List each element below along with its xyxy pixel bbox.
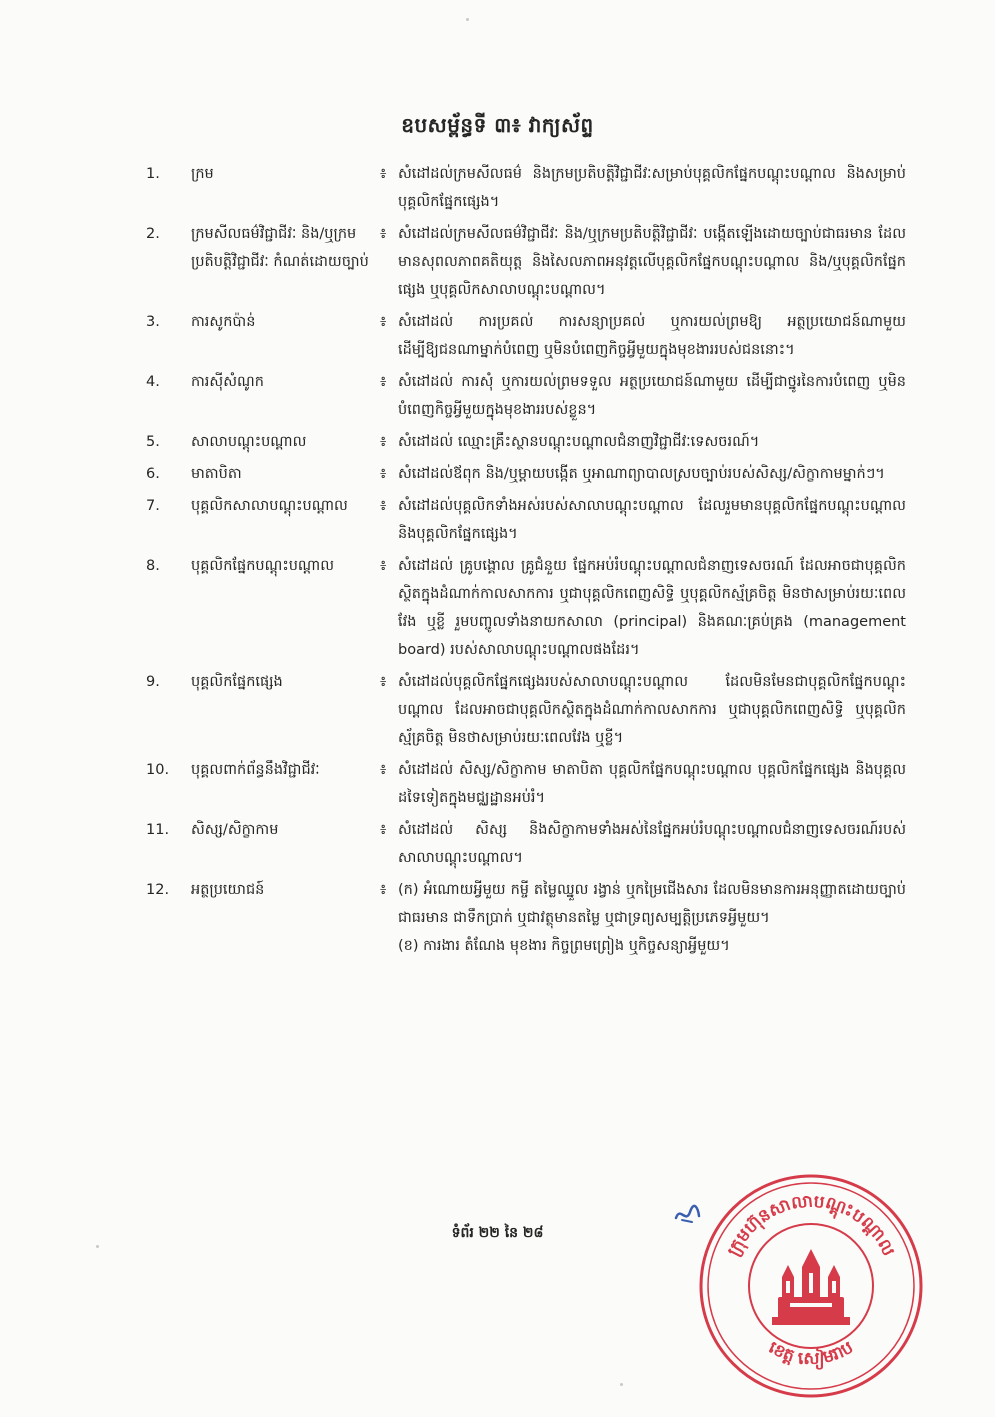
svg-text:ខេត្ត សៀមរាប bbox=[765, 1338, 857, 1370]
definition-colon: ៖ bbox=[380, 882, 387, 898]
definition-paragraph: សំដៅដល់ឪពុក និង/ឬម្ដាយបង្កើត ឬអាណាព្យាបាលស្របច្បាប់របស់សិស្ស/សិក្ខាកាមម្នាក់ៗ។ bbox=[398, 466, 885, 482]
definition-colon: ៖ bbox=[380, 166, 387, 182]
seal-text-top: ក្រុមហ៊ុនសាលាបណ្ដុះបណ្ដាល bbox=[723, 1191, 899, 1260]
definition-number: 11. bbox=[146, 822, 170, 838]
definition-colon: ៖ bbox=[380, 498, 387, 514]
definition-paragraph: សំដៅដល់បុគ្គលិកទាំងអស់របស់សាលាបណ្ដុះបណ្ដាល ដែលរួមមានបុគ្គលិកផ្នែកបណ្ដុះបណ្ដាល និងបុគ្គលិកផ្នែកផ្សេង។ bbox=[398, 498, 906, 542]
definition-term: សាលាបណ្ដុះបណ្ដាល bbox=[191, 434, 307, 450]
definition-row bbox=[146, 876, 906, 960]
definition-paragraph: សំដៅដល់ សិស្ស/សិក្ខាកាម មាតាបិតា បុគ្គលិកផ្នែកបណ្ដុះបណ្ដាល បុគ្គលិកផ្នែកផ្សេង និងបុគ្គលដទៃទៀតក្នុងមជ្ឈដ្ឋានអប់រំ។ bbox=[398, 762, 906, 806]
definition-colon: ៖ bbox=[380, 466, 387, 482]
scan-speck bbox=[466, 18, 469, 21]
definition-text bbox=[398, 220, 906, 304]
page-number: ទំព័រ ២២ នៃ ២៨ bbox=[451, 1225, 544, 1241]
definition-term: បុគ្គលិកផ្នែកផ្សេង bbox=[191, 674, 283, 690]
definition-row bbox=[146, 160, 906, 216]
definition-row bbox=[146, 492, 906, 548]
definition-term: ការសូកប៉ាន់ bbox=[191, 314, 256, 330]
definition-paragraph: សំដៅដល់ ការប្រគល់ ការសន្យាប្រគល់ ឬការយល់ព្រមឱ្យ អត្ថប្រយោជន៍ណាមួយ ដើម្បីឱ្យជនណាម្នាក់បំពេញ ឬមិនបំពេញកិច្ចអ្វីមួយក្នុងមុខងាររបស់ជននោះ។ bbox=[398, 314, 906, 358]
definition-row bbox=[146, 220, 906, 304]
definition-text bbox=[398, 756, 906, 812]
definition-number: 7. bbox=[146, 498, 160, 514]
definition-text bbox=[398, 668, 906, 752]
definition-number: 4. bbox=[146, 374, 160, 390]
definition-number: 6. bbox=[146, 466, 160, 482]
definition-paragraph: សំដៅដល់ក្រមសីលធម៌វិជ្ជាជីវៈ និង/ឬក្រមប្រតិបត្តិវិជ្ជាជីវៈ បង្កើតឡើងដោយច្បាប់ជាធរមាន ដែលមានសុពលភាពគតិយុត្ត និងសៃលភាពអនុវត្តលើបុគ្គលិកផ្នែកបណ្ដុះបណ្ដាល និង/ឬបុគ្គលិកផ្នែកផ្សេង ឬបុគ្គលិកសាលាបណ្ដុះបណ្ដាល។ bbox=[398, 226, 906, 298]
definition-term: សិស្ស/សិក្ខាកាម bbox=[191, 822, 279, 838]
definition-number: 8. bbox=[146, 558, 160, 574]
definition-colon: ៖ bbox=[380, 374, 387, 390]
definition-text bbox=[398, 552, 906, 664]
definition-paragraph: សំដៅដល់ សិស្ស និងសិក្ខាកាមទាំងអស់នៃផ្នែកអប់រំបណ្ដុះបណ្ដាលជំនាញទេសចរណ៍របស់សាលាបណ្ដុះបណ្ដាល។ bbox=[398, 822, 906, 866]
definition-colon: ៖ bbox=[380, 226, 387, 242]
definition-text bbox=[398, 308, 906, 364]
definition-row bbox=[146, 552, 906, 664]
definition-row bbox=[146, 428, 906, 456]
definition-colon: ៖ bbox=[380, 762, 387, 778]
definition-number: 10. bbox=[146, 762, 170, 778]
definition-row bbox=[146, 756, 906, 812]
definition-term: អត្ថប្រយោជន៍ bbox=[191, 882, 265, 898]
definition-term: បុគ្គលិកសាលាបណ្ដុះបណ្ដាល bbox=[191, 498, 348, 514]
scan-speck bbox=[96, 1245, 99, 1248]
definition-term: ក្រម bbox=[191, 166, 214, 182]
definition-term: ការស៊ីសំណូក bbox=[191, 374, 264, 390]
seal-text-bottom: ខេត្ត សៀមរាប bbox=[765, 1337, 857, 1369]
definition-paragraph: សំដៅដល់ក្រមសីលធម៌ និងក្រមប្រតិបត្តិវិជ្ជាជីវៈសម្រាប់បុគ្គលិកផ្នែកបណ្ដុះបណ្ដាល និងសម្រាប់បុគ្គលិកផ្នែកផ្សេង។ bbox=[398, 166, 906, 210]
definition-term: មាតាបិតា bbox=[191, 466, 242, 482]
definition-number: 1. bbox=[146, 166, 160, 182]
page-title: ឧបសម្ព័ន្ធទី ៣៖ វាក្យស័ព្ទ bbox=[401, 113, 594, 137]
definition-paragraph: សំដៅដល់បុគ្គលិកផ្នែកផ្សេងរបស់សាលាបណ្ដុះបណ្ដាល ដែលមិនមែនជាបុគ្គលិកផ្នែកបណ្ដុះបណ្ដាល ដែលអាចជាបុគ្គលិកស្ថិតក្នុងដំណាក់កាលសាកការ ឬជាបុគ្គលិកពេញសិទ្ធិ ឬបុគ្គលិកស្ម័គ្រចិត្ត មិនថាសម្រាប់រយៈពេលវែង ឬខ្លី។ bbox=[398, 674, 906, 746]
definition-term: បុគ្គលពាក់ព័ន្ធនឹងវិជ្ជាជីវៈ bbox=[191, 762, 320, 778]
definition-text bbox=[398, 428, 906, 456]
definition-colon: ៖ bbox=[380, 822, 387, 838]
definitions-list bbox=[146, 160, 906, 964]
official-seal bbox=[694, 1169, 928, 1403]
definition-number: 5. bbox=[146, 434, 160, 450]
definition-row bbox=[146, 460, 906, 488]
definition-paragraph: សំដៅដល់ ឈ្មោះគ្រឹះស្ថានបណ្ដុះបណ្ដាលជំនាញវិជ្ជាជីវៈទេសចរណ៍។ bbox=[398, 434, 760, 450]
definition-row bbox=[146, 816, 906, 872]
definition-number: 2. bbox=[146, 226, 160, 242]
definition-text bbox=[398, 492, 906, 548]
definition-number: 3. bbox=[146, 314, 160, 330]
definition-term: ក្រមសីលធម៌វិជ្ជាជីវៈ និង/ឬក្រមប្រតិបត្តិវិជ្ជាជីវៈ កំណត់ដោយច្បាប់ bbox=[191, 226, 369, 270]
definition-colon: ៖ bbox=[380, 674, 387, 690]
definition-text bbox=[398, 368, 906, 424]
definition-colon: ៖ bbox=[380, 434, 387, 450]
definition-colon: ៖ bbox=[380, 314, 387, 330]
definition-term: បុគ្គលិកផ្នែកបណ្ដុះបណ្ដាល bbox=[191, 558, 335, 574]
definition-paragraph: សំដៅដល់ ការសុំ ឬការយល់ព្រមទទួល អត្ថប្រយោជន៍ណាមួយ ដើម្បីជាថ្នូរនៃការបំពេញ ឬមិនបំពេញកិច្ចអ្វីមួយក្នុងមុខងាររបស់ខ្លួន។ bbox=[398, 374, 906, 418]
definition-paragraph: សំដៅដល់ គ្រូបង្គោល គ្រូជំនួយ ផ្នែកអប់រំបណ្ដុះបណ្ដាលជំនាញទេសចរណ៍ ដែលអាចជាបុគ្គលិកស្ថិតក្នុងដំណាក់កាលសាកការ ឬជាបុគ្គលិកពេញសិទ្ធិ ឬបុគ្គលិកស្ម័គ្រចិត្ត មិនថាសម្រាប់រយៈពេលវែង ឬខ្លី រួមបញ្ចូលទាំងនាយកសាលា (principal) និងគណៈគ្រប់គ្រង (management board) របស់សាលាបណ្ដុះបណ្ដាលផងដែរ។ bbox=[398, 558, 906, 658]
scan-speck bbox=[620, 1383, 623, 1386]
definition-number: 9. bbox=[146, 674, 160, 690]
definition-row bbox=[146, 668, 906, 752]
definition-number: 12. bbox=[146, 882, 170, 898]
definition-colon: ៖ bbox=[380, 558, 387, 574]
definition-paragraph: (ក) អំណោយអ្វីមួយ កម្ចី តម្លៃឈ្នួល រង្វាន់ ឬកម្រៃជើងសារ ដែលមិនមានការអនុញ្ញាតដោយច្បាប់ជាធរមាន ជាទឹកប្រាក់ ឬជាវត្ថុមានតម្លៃ ឬជាទ្រព្យសម្បត្តិប្រភេទអ្វីមួយ។ bbox=[398, 882, 906, 926]
temple-emblem-icon bbox=[772, 1249, 850, 1325]
definition-text bbox=[398, 460, 906, 488]
definition-text bbox=[398, 816, 906, 872]
definition-text bbox=[398, 876, 906, 960]
definition-text bbox=[398, 160, 906, 216]
definition-row bbox=[146, 308, 906, 364]
definition-paragraph: (ខ) ការងារ តំណែង មុខងារ កិច្ចព្រមព្រៀង ឬកិច្ចសន្យាអ្វីមួយ។ bbox=[398, 938, 730, 954]
definition-row bbox=[146, 368, 906, 424]
